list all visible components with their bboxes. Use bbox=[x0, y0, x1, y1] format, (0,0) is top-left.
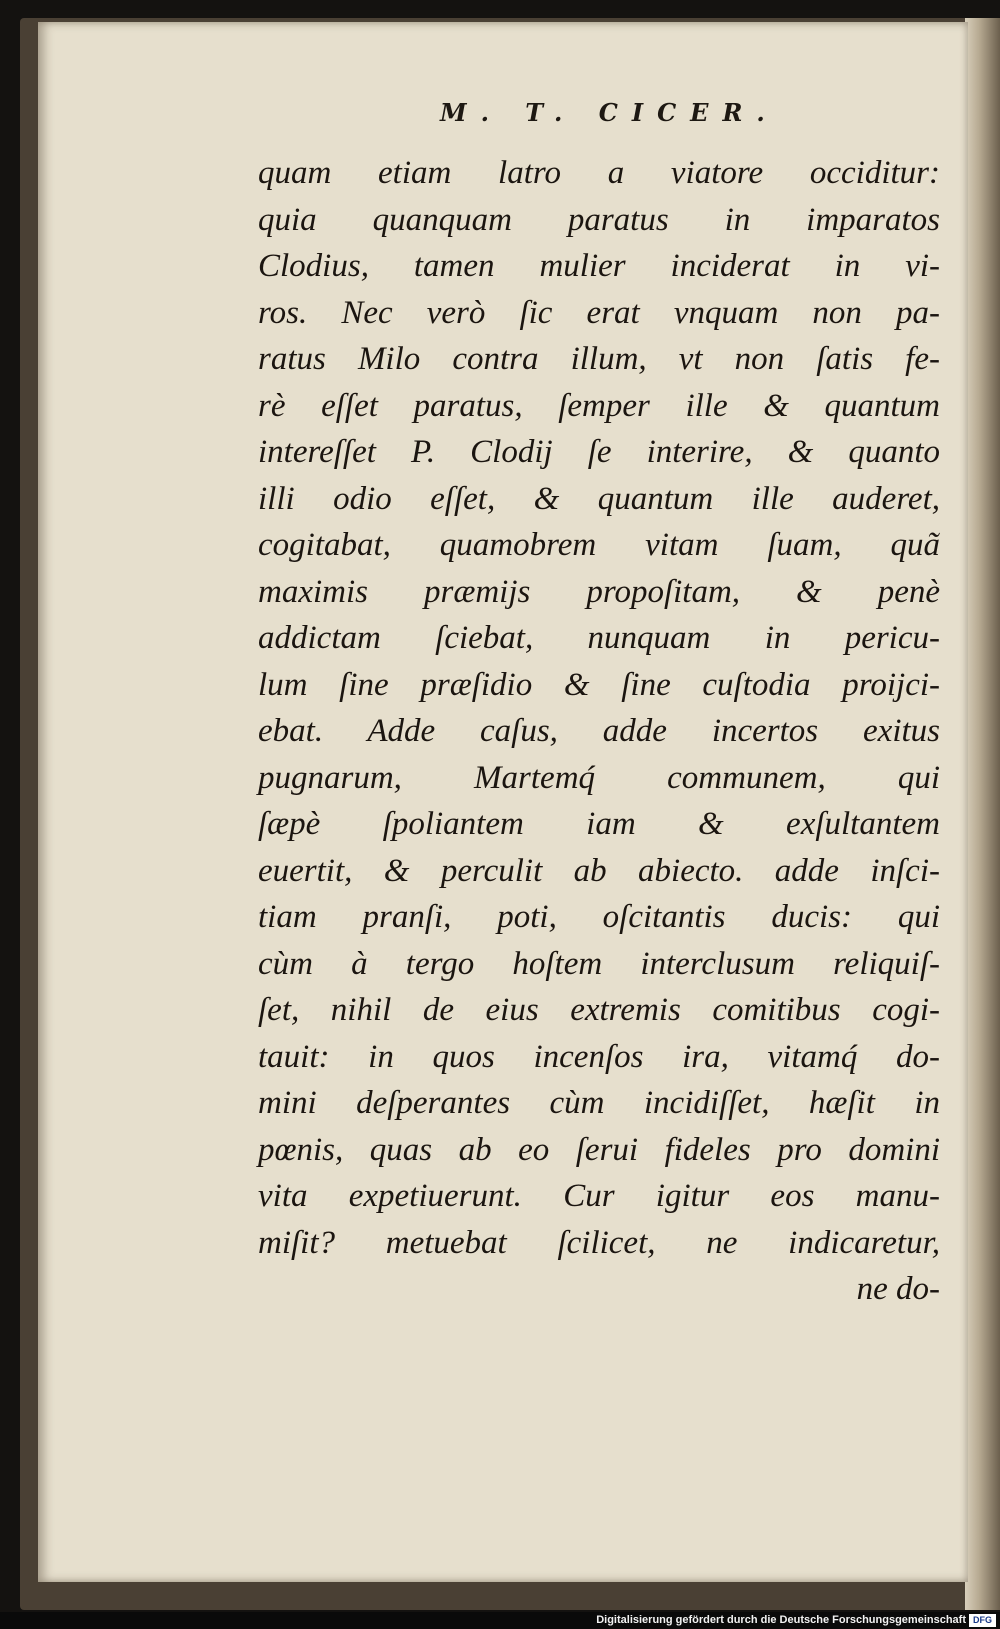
text-line: miſit? metuebat ſcilicet, ne indicaretur, bbox=[258, 1224, 940, 1261]
text-line: pugnarum, Martemq́ communem, qui bbox=[258, 759, 940, 796]
text-line: mini deſperantes cùm incidiſſet, hæſit in bbox=[258, 1085, 940, 1121]
text-line: ros. Nec verò ſic erat vnquam non pa- bbox=[258, 294, 940, 331]
text-line: cogitabat, quamobrem vitam ſuam, quã bbox=[258, 527, 940, 563]
text-line: maximis præmijs propoſitam, & penè bbox=[258, 573, 940, 610]
text-line: ſet, nihil de eius extremis comitibus cogi- bbox=[258, 992, 940, 1028]
text-line: cùm à tergo hoſtem interclusum reliquiſ- bbox=[258, 945, 940, 982]
text-line: tauit: in quos incenſos ira, vitamq́ do- bbox=[258, 1038, 940, 1075]
text-line: intereſſet P. Clodij ſe interire, & quanto bbox=[258, 434, 940, 470]
text-line: addictam ſciebat, nunquam in pericu- bbox=[258, 620, 940, 656]
text-line: lum ſine præſidio & ſine cuſtodia proijci- bbox=[258, 666, 940, 703]
text-line: ratus Milo contra illum, vt non ſatis fe- bbox=[258, 341, 940, 377]
running-head: M. T. CICER. bbox=[440, 98, 779, 127]
funding-credit: Digitalisierung gefördert durch die Deutsche Forschungsgemeinschaft bbox=[596, 1614, 966, 1626]
text-line: quia quanquam paratus in imparatos bbox=[258, 201, 940, 238]
text-line: euertit, & perculit ab abiecto. adde inſci- bbox=[258, 852, 940, 889]
page-stack-edge bbox=[965, 18, 1000, 1610]
text-line: illi odio eſſet, & quantum ille auderet, bbox=[258, 480, 940, 517]
text-line: vita expetiuerunt. Cur igitur eos manu- bbox=[258, 1178, 940, 1214]
text-line: quam etiam latro a viatore occiditur: bbox=[258, 155, 940, 191]
catchword: ne do- bbox=[856, 1271, 940, 1307]
text-line: ſæpè ſpoliantem iam & exſultantem bbox=[258, 806, 940, 842]
page-text bbox=[258, 150, 940, 1313]
text-line: Clodius, tamen mulier inciderat in vi- bbox=[258, 248, 940, 284]
text-line: ebat. Adde caſus, adde incertos exitus bbox=[258, 713, 940, 749]
text-line: rè eſſet paratus, ſemper ille & quantum bbox=[258, 387, 940, 424]
text-line: pœnis, quas ab eo ſerui fideles pro domini bbox=[258, 1131, 940, 1168]
dfg-logo: DFG bbox=[969, 1614, 996, 1627]
text-line: tiam pranſi, poti, oſcitantis ducis: qui bbox=[258, 899, 940, 935]
